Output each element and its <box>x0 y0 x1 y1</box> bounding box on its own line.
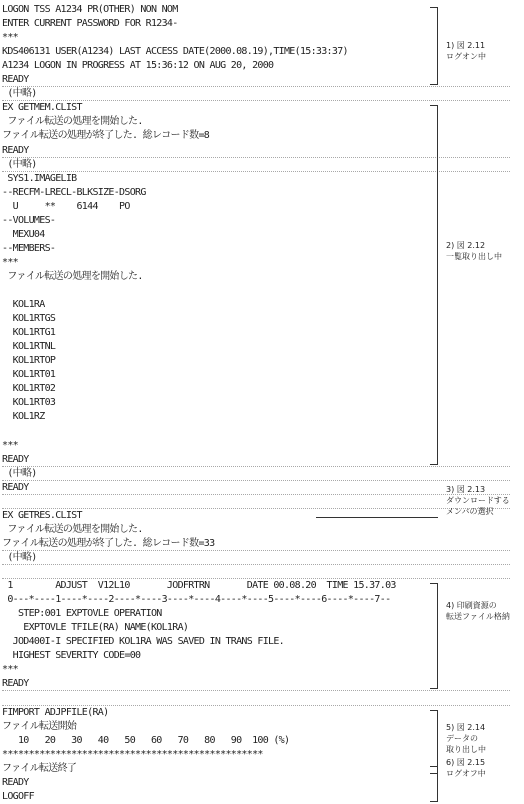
console-line: READY <box>2 144 29 156</box>
dotted-separator <box>2 705 510 706</box>
console-line: KOL1RTOP <box>2 355 56 367</box>
annotation-text: データの <box>446 734 478 743</box>
annotation-text: 取り出し中 <box>446 745 486 754</box>
dotted-separator <box>2 494 510 495</box>
console-line: KOL1RTNL <box>2 341 56 353</box>
console-line: KOL1RT03 <box>2 397 56 409</box>
dotted-separator <box>2 690 510 691</box>
annotation-text: 2) 図 2.12 <box>446 241 486 250</box>
console-line: KOL1RZ <box>2 411 45 423</box>
annotation-text: ダウンロードする <box>446 496 510 505</box>
console-line: --RECFM-LRECL-BLKSIZE-DSORG <box>2 186 146 198</box>
dotted-separator <box>2 578 510 579</box>
console-line: KOL1RTGS <box>2 313 56 325</box>
annotation-a2 <box>446 240 524 262</box>
annotation-text: 6) 図 2.15 <box>446 758 486 767</box>
annotation-bracket <box>430 766 438 802</box>
console-line: KDS406131 USER(A1234) LAST ACCESS DATE(2000.08.19),TIME(15:33:37) <box>2 46 348 58</box>
console-line: ************************************************* <box>2 748 263 760</box>
console-line: 1 ADJUST V12L10 JODFRTRN DATE 00.08.20 TIME 15.37.03 <box>2 580 396 592</box>
console-line: ファイル転送終了 <box>2 762 77 774</box>
console-line: A1234 LOGON IN PROGRESS AT 15:36:12 ON AUG 20, 2000 <box>2 60 274 72</box>
annotation-a6 <box>446 757 524 779</box>
annotation-text: 1) 図 2.11 <box>446 41 486 50</box>
console-line: LOGOFF <box>2 790 34 802</box>
console-line: SYS1.IMAGELIB <box>2 172 77 184</box>
console-line: ファイル転送の処理が終了した. 総レコード数=8 <box>2 130 210 142</box>
console-line: STEP:001 EXPTOVLE OPERATION <box>2 608 162 620</box>
console-line: *** <box>2 664 18 676</box>
console-line: KOL1RT02 <box>2 383 56 395</box>
console-line: (中略) <box>2 158 37 170</box>
annotation-a3 <box>446 484 524 517</box>
annotation-a1 <box>446 40 524 62</box>
console-line: *** <box>2 439 18 451</box>
console-line: FIMPORT ADJPFILE(RA) <box>2 706 109 718</box>
annotation-text: 5) 図 2.14 <box>446 723 486 732</box>
annotation-text: ログオン中 <box>446 52 486 61</box>
console-line: ファイル転送の処理を開始した. <box>2 523 143 535</box>
console-line: (中略) <box>2 551 37 563</box>
annotation-text: 転送ファイル格納 <box>446 612 510 621</box>
console-line: EX GETRES.CLIST <box>2 509 82 521</box>
console-line: READY <box>2 481 29 493</box>
console-line: KOL1RTG1 <box>2 327 56 339</box>
console-line: EXPTOVLE TFILE(RA) NAME(KOL1RA) <box>2 622 189 634</box>
annotation-pointer <box>316 517 438 518</box>
console-line: LOGON TSS A1234 PR(OTHER) NON NOM <box>2 4 178 15</box>
console-line: READY <box>2 678 29 690</box>
annotation-bracket <box>430 7 438 85</box>
dotted-separator <box>2 100 510 101</box>
console-line: ファイル転送開始 <box>2 720 77 732</box>
annotation-text: 一覧取り出し中 <box>446 252 502 261</box>
console-line: 10 20 30 40 50 60 70 80 90 100 (%) <box>2 734 290 746</box>
annotation-bracket <box>430 710 438 774</box>
console-line: U ** 6144 PO <box>2 200 130 212</box>
console-line: *** <box>2 32 18 44</box>
console-line: ファイル転送の処理を開始した. <box>2 116 143 128</box>
annotation-text: 4) 印刷資源の <box>446 601 497 610</box>
annotation-text: 3) 図 2.13 <box>446 485 486 494</box>
console-line: HIGHEST SEVERITY CODE=00 <box>2 650 141 662</box>
console-line: (中略) <box>2 88 37 100</box>
annotation-text: メンバの選択 <box>446 507 494 516</box>
annotation-text: ログオフ中 <box>446 769 486 778</box>
dotted-separator <box>2 480 510 481</box>
console-line: READY <box>2 74 29 86</box>
console-line: ENTER CURRENT PASSWORD FOR R1234- <box>2 18 178 30</box>
annotation-bracket <box>430 583 438 689</box>
dotted-separator <box>2 466 510 467</box>
annotation-a4 <box>446 600 524 622</box>
console-line: JOD400I-I SPECIFIED KOL1RA WAS SAVED IN TRANS FILE. <box>2 636 284 648</box>
console-line: ファイル転送の処理を開始した. <box>2 270 143 282</box>
console-line: READY <box>2 453 29 465</box>
console-line: READY <box>2 776 29 788</box>
annotation-bracket <box>430 105 438 464</box>
dotted-separator <box>2 86 510 87</box>
dotted-separator <box>2 550 510 551</box>
console-line: EX GETMEM.CLIST <box>2 102 82 114</box>
console-line: *** <box>2 256 18 268</box>
console-line: ファイル転送の処理が終了した. 総レコード数=33 <box>2 537 215 549</box>
console-line: --MEMBERS- <box>2 242 56 254</box>
console-line: 0---*----1----*----2----*----3----*----4----*----5----*----6----*----7-- <box>2 594 391 606</box>
dotted-separator <box>2 564 510 565</box>
console-line: KOL1RT01 <box>2 369 56 381</box>
console-line: KOL1RA <box>2 299 45 311</box>
console-line: --VOLUMES- <box>2 214 56 226</box>
dotted-separator <box>2 508 510 509</box>
console-line: MEXU04 <box>2 228 45 240</box>
annotation-a5 <box>446 722 524 755</box>
console-line: (中略) <box>2 467 37 479</box>
